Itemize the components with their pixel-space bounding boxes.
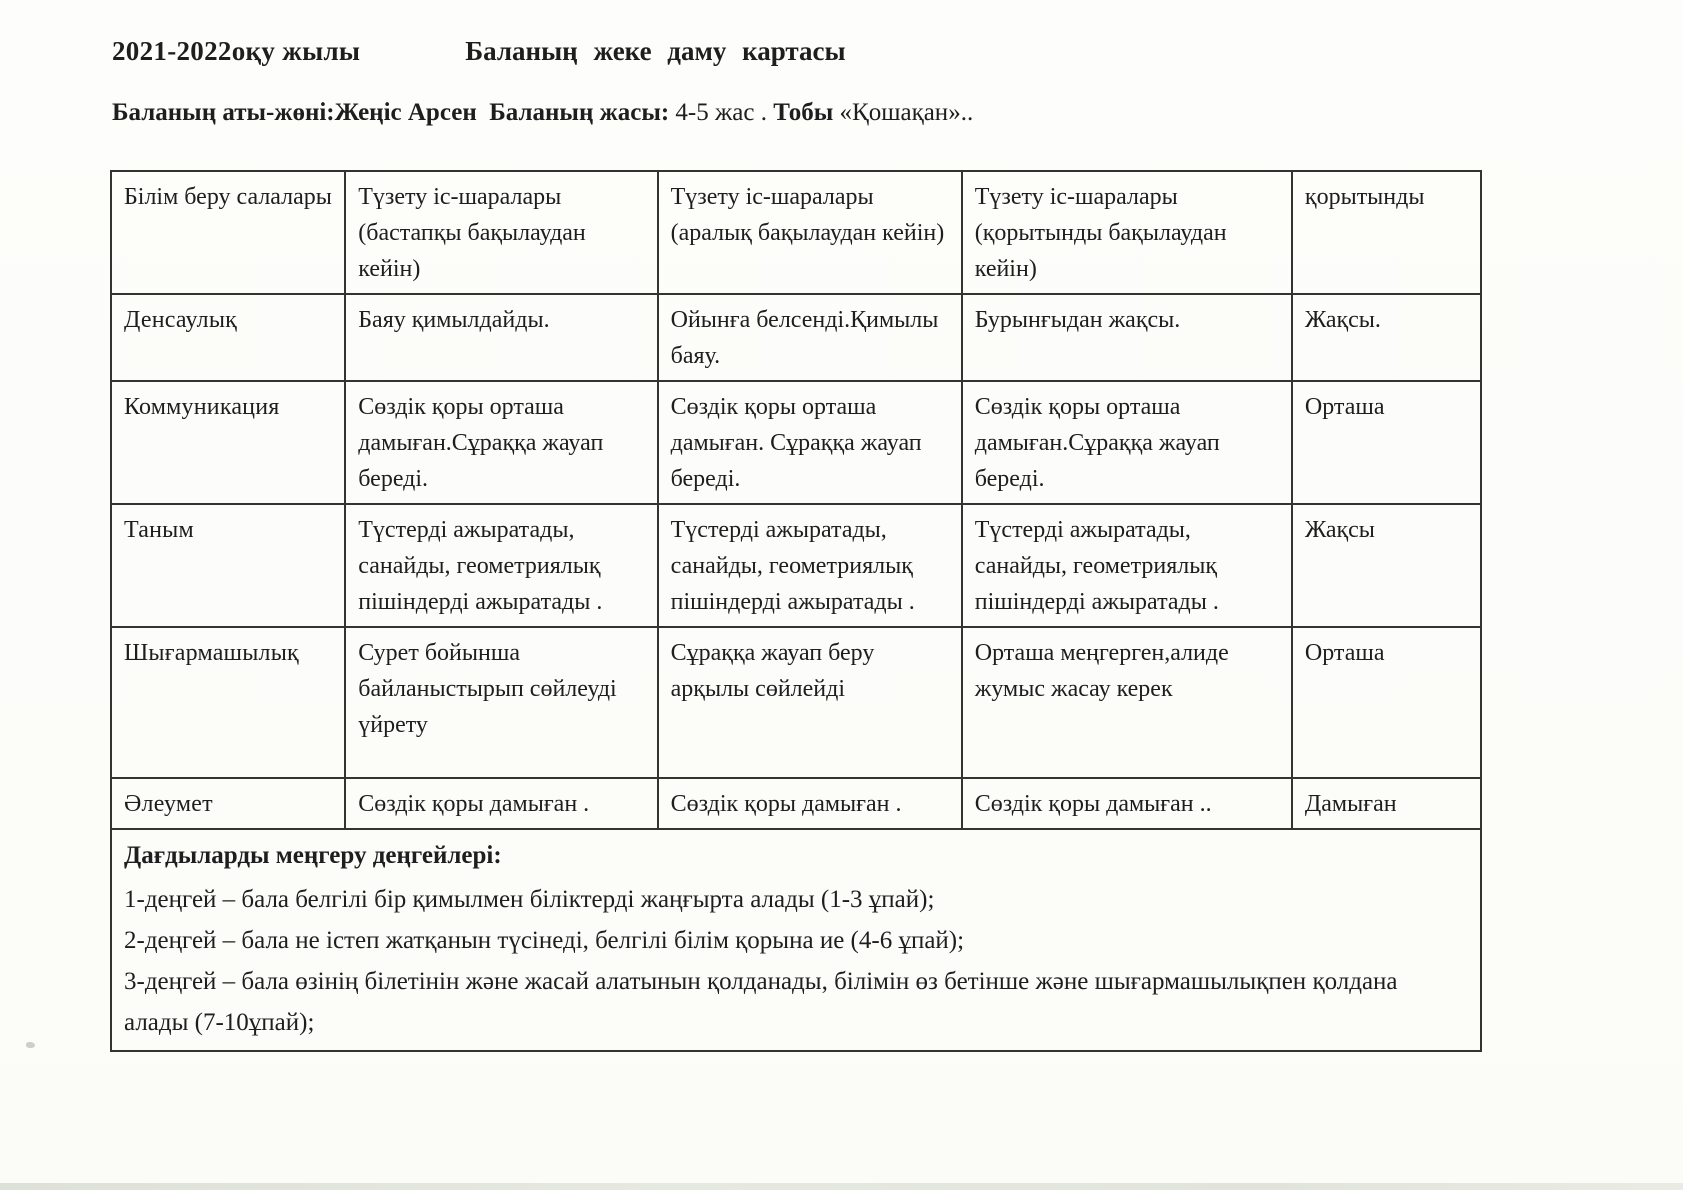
legend-level-1: 1-деңгей – бала белгілі бір қимылмен біліктерді жаңғырта алады (1-3 ұпай); <box>124 885 935 913</box>
col-header-final-observation: Түзету іс-шаралары (қорытынды бақылаудан кейін) <box>962 171 1292 294</box>
table-row-legend <box>111 829 1481 1051</box>
legend-cell <box>111 829 1481 1051</box>
table-header-row <box>111 171 1481 294</box>
cell-initial: Сөздік қоры орташа дамыған.Сұраққа жауап береді. <box>345 381 657 504</box>
area-label: Коммуникация <box>111 381 345 504</box>
cell-summary: Жақсы. <box>1292 294 1481 381</box>
table-row-health <box>111 294 1481 381</box>
area-label: Таным <box>111 504 345 627</box>
cell-middle: Ойынға белсенді.Қимылы баяу. <box>658 294 962 381</box>
cell-summary: Орташа <box>1292 627 1481 778</box>
area-label: Әлеумет <box>111 778 345 829</box>
cell-middle: Сөздік қоры орташа дамыған. Сұраққа жауап береді. <box>658 381 962 504</box>
child-info-line <box>112 99 973 127</box>
table-row-cognition <box>111 504 1481 627</box>
cell-final: Сөздік қоры орташа дамыған.Сұраққа жауап береді. <box>962 381 1292 504</box>
table-row-social <box>111 778 1481 829</box>
legend-level-3: 3-деңгей – бала өзінің білетінін және жасай алатынын қолданады, білімін өз бетінше және шығармашылықпен қолдана алады (7-10ұпай); <box>124 968 1398 1037</box>
col-header-education-areas: Білім беру салалары <box>111 171 345 294</box>
table-row-creativity <box>111 627 1481 778</box>
cell-final: Бурынғыдан жақсы. <box>962 294 1292 381</box>
col-header-intermediate-observation: Түзету іс-шаралары (аралық бақылаудан кейін) <box>658 171 962 294</box>
scan-edge-artifact <box>0 1183 1683 1190</box>
group-value: «Қошақан».. <box>833 99 974 126</box>
cell-initial: Сурет бойынша байланыстырып сөйлеуді үйрету <box>345 627 657 778</box>
cell-final: Сөздік қоры дамыған .. <box>962 778 1292 829</box>
cell-initial: Түстерді ажыратады, санайды, геометриялық пішіндерді ажыратады . <box>345 504 657 627</box>
cell-final: Түстерді ажыратады, санайды, геометриялық пішіндерді ажыратады . <box>962 504 1292 627</box>
cell-middle: Түстерді ажыратады, санайды, геометриялық пішіндерді ажыратады . <box>658 504 962 627</box>
cell-final: Орташа меңгерген,алиде жумыс жасау керек <box>962 627 1292 778</box>
cell-summary: Дамыған <box>1292 778 1481 829</box>
cell-middle: Сұраққа жауап беру арқылы сөйлейді <box>658 627 962 778</box>
area-label: Денсаулық <box>111 294 345 381</box>
child-name-value: Жеңіс Арсен <box>334 99 477 126</box>
development-table <box>110 170 1482 1052</box>
legend-title: Дағдыларды меңгеру деңгейлері: <box>124 842 502 869</box>
group-label: Тобы <box>773 99 834 126</box>
cell-initial: Баяу қимылдайды. <box>345 294 657 381</box>
col-header-initial-observation: Түзету іс-шаралары (бастапқы бақылаудан кейін) <box>345 171 657 294</box>
cell-summary: Орташа <box>1292 381 1481 504</box>
table-row-communication <box>111 381 1481 504</box>
child-age-value: 4-5 жас . <box>669 99 774 126</box>
scan-speck <box>26 1042 35 1048</box>
document-header <box>112 36 846 67</box>
page-title: Баланың жеке даму картасы <box>465 36 846 66</box>
child-age-label: Баланың жасы: <box>489 99 670 126</box>
cell-initial: Сөздік қоры дамыған . <box>345 778 657 829</box>
area-label: Шығармашылық <box>111 627 345 778</box>
school-year: 2021-2022оқу жылы <box>112 36 361 66</box>
legend-level-2: 2-деңгей – бала не істеп жатқанын түсінеді, белгілі білім қорына ие (4-6 ұпай); <box>124 926 965 954</box>
cell-summary: Жақсы <box>1292 504 1481 627</box>
col-header-result: қорытынды <box>1292 171 1481 294</box>
child-name-label: Баланың аты-жөні: <box>112 99 335 126</box>
cell-middle: Сөздік қоры дамыған . <box>658 778 962 829</box>
